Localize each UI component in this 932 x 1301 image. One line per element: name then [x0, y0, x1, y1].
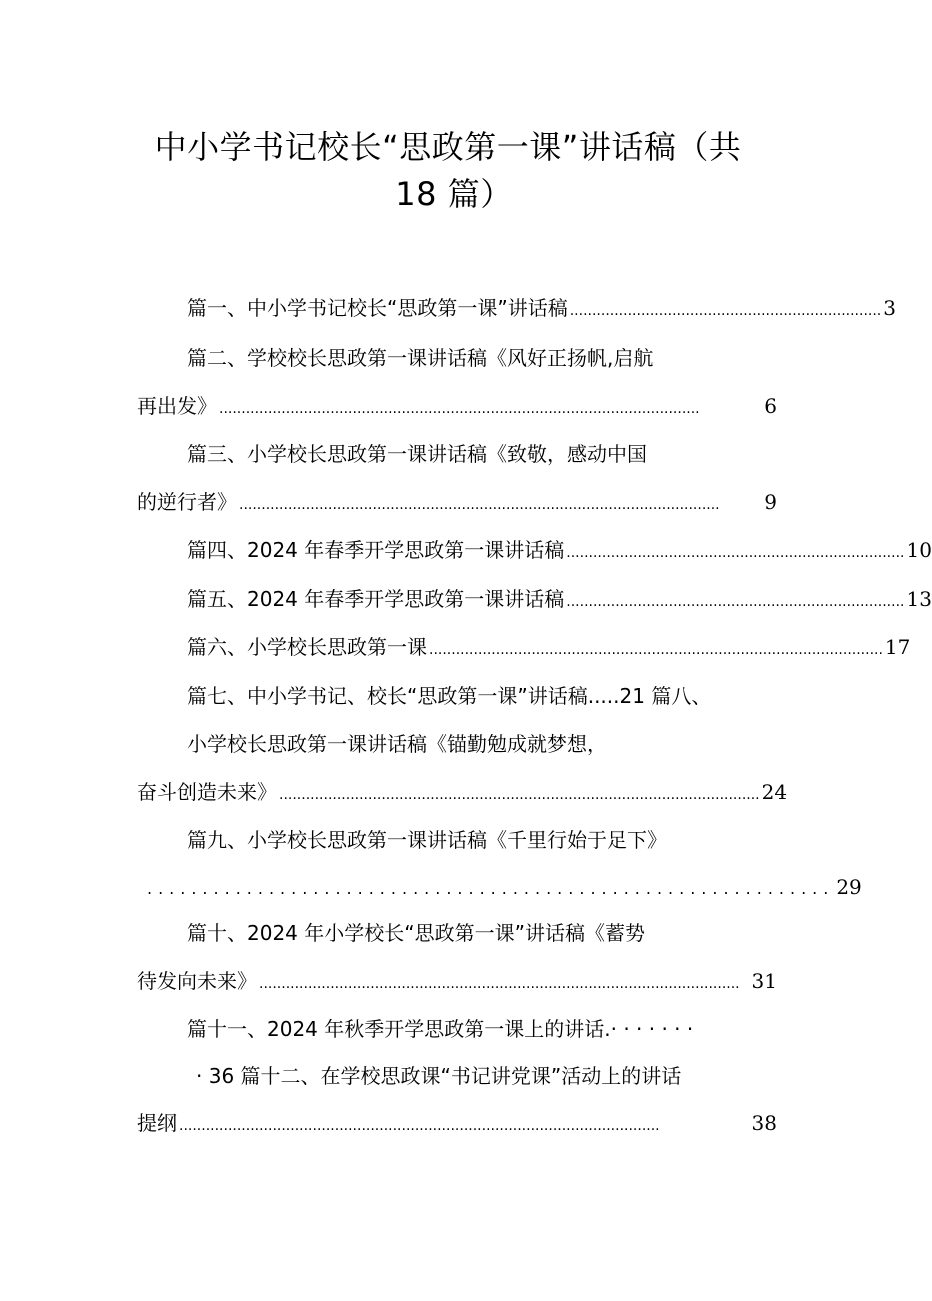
document-title-line-1: 中小学书记校长“思政第一课”讲话稿（共 [154, 128, 742, 166]
toc-page-number: 9 [764, 490, 777, 514]
toc-entry-2-line-1[interactable]: 篇二、学校校长思政第一课讲话稿《风好正扬帆,启航 [187, 346, 654, 370]
toc-leader-dots: .............................................................. [147, 879, 835, 898]
toc-entry-8-line-3[interactable] [137, 778, 788, 809]
toc-leader-dots: ............................................................................................................ [259, 976, 740, 992]
toc-entry-12-line-2[interactable] [137, 1109, 777, 1140]
toc-entry-text: 篇六、小学校长思政第一课 [187, 635, 427, 659]
toc-leader-dots: ............................................................................................................ [279, 787, 760, 803]
toc-entry-11-line[interactable]: 篇十一、2024 年秋季开学思政第一课上的讲话.· · · · · · · [187, 1017, 694, 1041]
toc-entry-12-line-1[interactable]: · 36 篇十二、在学校思政课“书记讲党课”活动上的讲话 [196, 1064, 682, 1088]
toc-entry-5[interactable] [187, 585, 932, 616]
toc-entry-3-line-1[interactable]: 篇三、小学校长思政第一课讲话稿《致敬，感动中国 [187, 442, 647, 466]
toc-page-number: 29 [836, 875, 862, 899]
toc-entry-9-line-1[interactable]: 篇九、小学校长思政第一课讲话稿《千里行始于足下》 [187, 828, 667, 852]
toc-entry-6[interactable] [187, 633, 911, 664]
toc-entry-7-and-8-line[interactable]: 篇七、中小学书记、校长“思政第一课”讲话稿.....21 篇八、 [187, 684, 712, 708]
toc-entry-1[interactable] [187, 294, 896, 325]
toc-entry-text: 奋斗创造未来》 [137, 780, 277, 804]
toc-entry-9-line-2[interactable] [145, 873, 862, 903]
toc-leader-dots: ............................................................................ [566, 594, 905, 610]
toc-entry-text: 篇一、中小学书记校长“思政第一课”讲话稿 [187, 296, 568, 320]
toc-entry-text: 待发向未来》 [137, 969, 257, 993]
toc-leader-dots: ...................................................................................................... [429, 642, 883, 658]
toc-page-number: 31 [751, 969, 777, 993]
toc-entry-text: 篇四、2024 年春季开学思政第一课讲话稿 [187, 538, 565, 562]
toc-page-number: 10 [906, 538, 932, 562]
toc-entry-10-line-2[interactable] [137, 967, 777, 998]
document-title-line-2: 18 篇） [395, 175, 513, 213]
toc-entry-3-line-2[interactable] [137, 488, 777, 519]
toc-entry-2-line-2[interactable] [137, 392, 777, 423]
toc-leader-dots: ............................................................................................................ [239, 497, 720, 513]
toc-leader-dots: ............................................................................ [566, 545, 905, 561]
toc-page-number: 3 [883, 296, 896, 320]
toc-leader-dots: ............................................................................................................ [219, 401, 700, 417]
toc-entry-4[interactable] [187, 536, 932, 567]
toc-page-number: 6 [764, 394, 777, 418]
toc-page-number: 38 [751, 1111, 777, 1135]
toc-leader-dots: ............................................................................................................ [179, 1118, 660, 1134]
toc-entry-10-line-1[interactable]: 篇十、2024 年小学校长“思政第一课”讲话稿《蓄势 [187, 921, 645, 945]
toc-entry-text: 的逆行者》 [137, 490, 237, 514]
toc-entry-text: 提纲 [137, 1111, 177, 1135]
toc-page-number: 24 [761, 780, 788, 804]
toc-page-number: 13 [906, 587, 932, 611]
toc-leader-dots: ...................................................................... [569, 303, 882, 319]
toc-entry-8-line-2[interactable]: 小学校长思政第一课讲话稿《锚勤勉成就梦想， [187, 732, 607, 756]
toc-entry-text: 篇五、2024 年春季开学思政第一课讲话稿 [187, 587, 565, 611]
toc-entry-text: 再出发》 [137, 394, 217, 418]
toc-page-number: 17 [884, 635, 911, 659]
